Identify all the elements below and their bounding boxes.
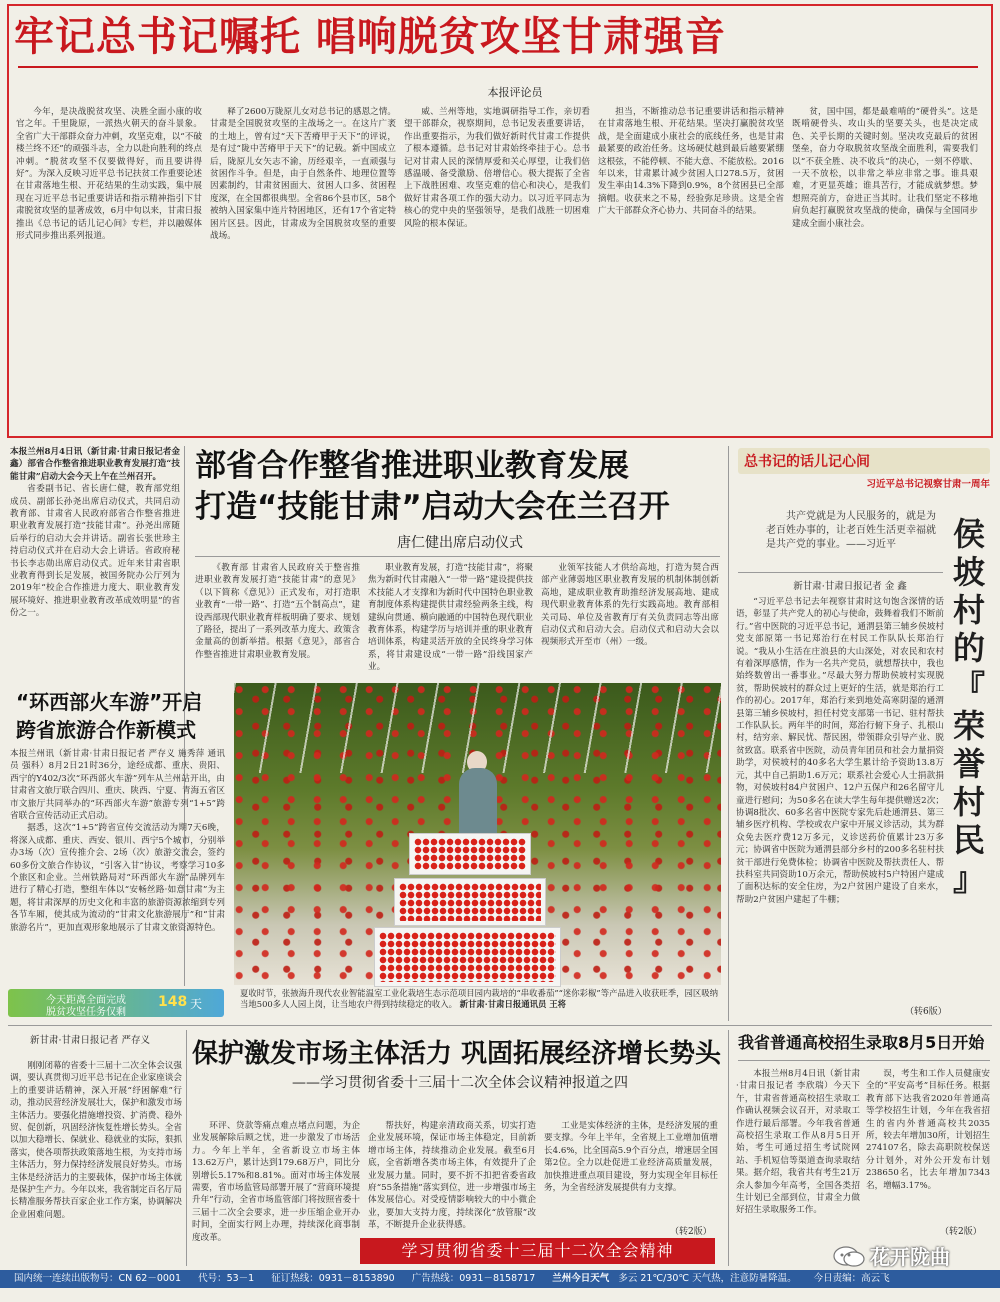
column-divider: [186, 1030, 187, 1266]
admission-continued: （转2版）: [940, 1227, 982, 1237]
village-byline: 新甘肃·甘肃日报记者 金 鑫: [793, 581, 907, 592]
editorial-column-3: [404, 106, 590, 431]
title-char: 』: [952, 860, 985, 898]
footer-ad-phone: 广告热线：0931－8158717: [411, 1273, 536, 1284]
title-char: 的: [952, 629, 985, 667]
footer-weather: 多云 21℃/30℃ 天气热，注意防暑降温。: [618, 1273, 797, 1284]
section-rule: [8, 1025, 992, 1026]
village-continued: （转6版）: [905, 1007, 947, 1017]
market-col-2: [368, 1120, 536, 1234]
admission-text: 本报兰州8月4日讯（新甘肃·甘肃日报记者 李欣瑞）今天下午，甘肃省普通高校招生录取工作确认视频会议召开，对录取工作进行最后部署。今年我省普通高校招生录取工作从8月5日开始，考生可通过招生考试院网站、手机短信等渠道查询录取结果。据介绍，我省共有考生21万余人参加今年高考，全国各类招生计划已全部到位，甘肃全力做好招生录取服务工作。: [736, 1069, 860, 1216]
countdown-banner: [8, 989, 224, 1017]
countdown-unit: 天: [190, 997, 203, 1011]
title-char: 『: [952, 668, 985, 706]
market-byline: 新甘肃·甘肃日报记者 严存义: [30, 1035, 151, 1046]
market-text: 工业是实体经济的主体，是经济发展的重要支撑。今年上半年，全省规上工业增加值增长4.6%，比全国高5.9个百分点，增速居全国第2位。全力以赴促进工业经济高质量发展，加快推进重点项目建设，努力实现全年目标任务，为全省经济发展提供有力支撑。: [544, 1121, 718, 1194]
village-article: [736, 596, 944, 1004]
headline-rule: [18, 66, 978, 68]
editorial-text: 释了2600万陇原儿女对总书记的感恩之情。甘肃是全国脱贫攻坚的主战场之一。在这片广袤的土地上，曾有过“天下苦瘠甲于天下”的评说，是有过“陇中苦瘠甲于天下”的记载。新中国成立后，陇原儿女矢志不渝，历经艰辛，一直顽强与贫困作斗争。但是，由于自然条件、地理位置等因素制约，甘肃贫困面大、贫困人口多、贫困程度深，在全国都很典型。全省86个县市区，58个被纳入国家集中连片特困地区，还有17个省定特困片区县。因此，甘肃成为全国脱贫攻坚的重要战场。: [210, 107, 396, 242]
photo-credit: 新甘肃·甘肃日报通讯员 王将: [459, 999, 566, 1010]
vocational-subhead: 唐仁健出席启动仪式: [397, 535, 523, 551]
editorial-text: 贫，国中国，都是最难啃的“硬骨头”。这是既啃硬骨头、攻山头的坚要关头，也是决定成色、关乎长期的关键时刻。坚决攻克最后的贫困堡垒，奋力夺取脱贫攻坚战全面胜利，需要我们以“不获全胜、决不收兵”的决心，一刻不停歇、一天不放松，以非常之举应非常之事。谁具艰难，才更显英雄；谁具苦行，才能成就梦想。梦想照亮前方，奋进正当其时。让我们坚定不移地肩负起打赢脱贫攻坚战的使命，确保与全国同步建成全面小康社会。: [792, 107, 978, 229]
column-tag-subtitle: 习近平总书记视察甘肃一周年: [866, 479, 990, 490]
title-char: 村: [952, 591, 985, 629]
title-char: 誉: [952, 745, 985, 783]
editorial-column-4: [598, 106, 784, 431]
section-rule: [195, 556, 720, 557]
train-byline: 本报兰州讯（新甘肃·甘肃日报记者 严存义 施秀萍 通讯员 强科）8月2日21时36分，途经成都、重庆、贵阳、西宁的Y402/3次“环西部火车游”列车从兰州站开出，由甘肃省文旅厅联合四川、重庆、陕西、宁夏、青海五省区市文旅厅共同举办的“环西部火车游”旅游专列“1+5”跨省联合宣传活动正式启动。: [10, 749, 225, 822]
footer-code: 代号：53－1: [198, 1273, 255, 1284]
train-headline-2: 跨省旅游合作新模式: [16, 718, 196, 742]
countdown-days: 148: [158, 994, 188, 1010]
title-char: 坡: [952, 553, 985, 591]
chat-bubble-icon: [832, 1244, 866, 1270]
footer-editor: 今日责编：高云飞: [813, 1273, 890, 1284]
watermark-text: 花开陇曲: [870, 1245, 950, 1269]
column-tag-title: 总书记的话儿记心间: [744, 454, 870, 470]
village-quote: 共产党就是为人民服务的，就是为老百姓办事的，让老百姓生活更幸福就是共产党的事业。——习近平: [766, 511, 936, 550]
title-char: 侯: [952, 515, 985, 553]
lead-headline: 牢记总书记嘱托 唱响脱贫攻坚甘肃强音: [14, 14, 726, 60]
editorial-text: 今年，是决战脱贫攻坚、决胜全面小康的收官之年。千里陇原，一派热火朝天的奋斗景象。全省广大干部群众奋力冲刺，攻坚克难，以“不破楼兰终不还”的顽强斗志，全力以赴向胜利的终点冲刺。“脱贫攻坚不仅要做得好，而且要讲得好”。为深入反映习近平总书记扶贫工作重要论述在甘肃落地生根、开花结果的生动实践，集中展现在习近平总书记重要讲话和指示精神指引下甘肃脱贫攻坚的显著成效，6月中旬以来，甘肃日报推出《总书记的话儿记心间》专栏，并以融媒体形式同步推出系列报道。: [16, 107, 202, 242]
vocational-dateline: 本报兰州8月4日讯（新甘肃·甘肃日报记者金鑫）部省合作整省推进职业教育发展打造“技能甘肃”启动大会今天上午在兰州召开。: [10, 447, 180, 482]
footer-weather-city: 兰州今日天气: [552, 1273, 610, 1284]
section-rule: [738, 572, 943, 573]
editorial-column-5: [792, 106, 978, 431]
photo-caption: [240, 988, 718, 1022]
title-char: 民: [952, 821, 985, 859]
photo-caption-text: 夏收时节，张掖海升现代农业智能温室工业化栽培生态示范项目园内栽培的“串收番茄”“迷你彩椒”等产品进入收获旺季，园区吸纳当地500多人人园上岗，让当地农户得到持续稳定的收入。: [240, 988, 718, 1010]
market-text: 环评、贷款等痛点难点堵点问题，为企业发展解除后顾之忧，进一步激发了市场活力。今年上半年，全省新设立市场主体13.62万户，累计达到179.68万户，同比分别增长5.17%和8.81%。面对市场主体发展需要，省市场监管局部署开展了“营商环境提升年”行动，全省市场监管部门将按照省委十三届十二次全会要求，进一步压缩企业开办时间，全面实行网上办理，持续深化商事制度改革。: [192, 1121, 360, 1243]
title-char: 荣: [952, 707, 985, 745]
market-text: 帮扶好，构建亲清政商关系，切实打造企业发展环境，保证市场主体稳定，目前新增市场主体，持续推动企业发展。截至6月底，全省新增各类市场主体，有效提升了企业发展力量。同时，要不折不扣把省委省政府“55条措施”落实到位，进一步增强市场主体发展信心。对受疫情影响较大的中小微企业，要加大支持力度，持续深化“放管服”改革，不断提升企业获得感。: [368, 1121, 536, 1231]
village-body: “习近平总书记去年视察甘肃时这句饱含深情的话语，彰显了共产党人的初心与使命，鼓舞着我们不断前行。”省中医院的习近平总书记，通渭县第三辅乡侯坡村党支部原第一书记郑治行在村民工作队队长郑治行说。“我从小生活在庄浪县的大山深处，对农民和农村有着深厚感情，作为一名共产党员，就想帮扶中，我也始终数曾出一番事业。”尽最大努力帮助侯坡村实现脱贫，帮助侯坡村的群众过上更好的生活，就是郑治行工作的初心。2017年，郑治行来到地处高寒阴湿的通渭县第三辅乡侯坡村，担任村党支部第一书记、驻村帮扶工作队队长。两年半的时间，郑治行俯下身子、扎根山村，结穷亲、解民忧、帮民困，带领群众引导产业、脱贫致富。联系省中医院，动员青年团员和社会力量捐资助学，对侯坡村的40多名大学生累计给予资助13.8万元，其中自己捐助1.6万元；联系社会爱心人士捐款捐物，对侯坡村84户贫困户、12户五保户和26名留守儿童进行慰问；为50多名在读大学生每年提供赠送2次；协调8批次、60多名省中医院专家先后赴通渭县、第三辅乡医疗机构、学校或农户家中开展义诊活动，其为群众免去医疗费12万多元，义诊送药价值累计23万多元；协调省中医院为通渭县部分乡村的200多名驻村扶贫干部进行免费体检；协调省中医院及帮扶责任人、帮扶科室共同资助10万余元，帮助侯坡村5户特困户建成了面积达标的安全住房，为2户贫困户建设了自来水，帮助2户贫困户建起了牛棚；: [736, 597, 944, 905]
vocational-col-2: [368, 562, 533, 680]
admission-text: 误，考生和工作人员健康安全的“平安高考”目标任务。根据教育部下达我省2020年普通高等学校招生计划，今年在我省招生的省内外普通高校共2035所，较去年增加30所，计划招生274107名，除去高职院校保送分计划外，对外公开发布计划238650名，比去年增加7343名，增幅3.17%。: [866, 1069, 990, 1191]
market-headline: 保护激发市场主体活力 巩固拓展经济增长势头: [192, 1039, 722, 1069]
title-char: 村: [952, 783, 985, 821]
footer-cn-number: 国内统一连续出版物号：CN 62－0001: [14, 1273, 182, 1284]
village-vertical-title: [948, 515, 990, 910]
admission-right-column: [866, 1068, 990, 1224]
countdown-line-2: 脱贫攻坚任务仅剩: [46, 1007, 126, 1018]
train-body: 据悉，这次“1+5”跨省宣传交流活动为期7天6晚，将深入成都、重庆、西安、银川、西宁5个城市，分别举办3场（次）宣传推介会、2场（次）旅游交流会，签约60多份文旅合作协议，“引客入甘”协议，考察学习10多个旅区和企业。兰州铁路局对“环西部火车游”品牌列车进行了精心打造，整组车体以“安畅丝路·如意甘肃”为主题，将甘肃深厚的历史文化和丰富的旅游资源浓缩到专列各节车厢，使其成为流动的“甘肃文化旅游展厅”和“甘肃旅游名片”，更加直观形象地展示了甘肃文旅资源特色。: [10, 823, 225, 933]
greenhouse-tomato-photo: [234, 683, 721, 985]
watermark-logo: [822, 1243, 992, 1271]
editorial-text: 威、兰州等地，实地调研指导工作，亲切看望干部群众，视察期间，总书记发表重要讲话，作出重要指示，为我们做好新时代甘肃工作提供了根本遵循。总书记对甘肃始终牵挂于心。总书记对甘肃人民的深情厚爱和关心厚望，让我们倍感温暖、备受激励、倍增信心。极大提振了全省上下战胜困难、攻坚克难的信心和决心，是我们做好甘肃各项工作的强大动力。以习近平同志为核心的党中央的坚强领导，是我们战胜一切困难风险的根本保证。: [404, 107, 590, 229]
vocational-left-column: [10, 446, 180, 646]
vocational-col-1: [195, 562, 360, 680]
editorial-text: 担当，不断推动总书记重要讲话和指示精神在甘肃落地生根、开花结果。坚决打赢脱贫攻坚战，是全面建成小康社会的底线任务，也是甘肃最紧要的政治任务。这场硬仗越到最后越要紧绷这根弦，不能停顿、不能大意、不能放松。2016年以来，甘肃累计减少贫困人口278.5万，贫困发生率由14.3%下降到0.9%，8个贫困县已全部摘帽。收获来之不易，经验弥足珍贵。这是全省广大干部群众齐心协力、共同奋斗的结果。: [598, 107, 784, 217]
vocational-left-text: 省委副书记、省长唐仁健，教育部党组成员、副部长孙尧出席启动仪式，共同启动教育部、甘肃省人民政府部省合作整省推进职业教育发展打造“技能甘肃”。孙尧出席随后举行的启动大会并讲话。副省长张世珍主持启动仪式并在启动大会上讲话。省政府秘书长李志勋出席启动仪式。近年来甘肃省职业教育得到长足发展，被国务院办公厅列为2019年“校企合作推进力度大、职业教育发展环境好、推进职业教育改革成效明显”的省份之一。: [10, 484, 180, 619]
market-col-1: [192, 1120, 360, 1243]
market-continued: （转2版）: [670, 1227, 712, 1237]
footer-subscription-phone: 征订热线：0931－8153890: [271, 1273, 395, 1284]
train-headline-1: “环西部火车游”开启: [16, 690, 203, 714]
editorial-byline: 本报评论员: [487, 86, 543, 99]
train-article: [10, 748, 225, 984]
editorial-column-2: [210, 106, 396, 431]
vocational-text: 业领军技能人才供给高地，打造为契合西部产业薄弱地区职业教育发展的机制体制创新高地，建成职业教育助推经济发展高地、建成现代职业教育体系的先行实践高地。教育部相关司局、单位及省教育厅有关负责同志等出席启动仪式和启动大会。启动仪式和启动大会以视频形式开至市（州）一级。: [541, 563, 719, 648]
vocational-text: 职业教育发展，打造“技能甘肃”，将聚焦为新时代甘肃融入“一带一路”建设提供技术技能人才支撑和为新时代中国特色职业教育制度体系构建提供甘肃经验两条主线，构建纵向贯通、横向融通的中国特色现代职业教育体系，构建学历与培训并重的职业教育培训体系，构建灵活开放的全民终身学习体系，将甘肃建设成“一带一路”沿线国家产业。: [368, 563, 533, 673]
study-banner: 学习贯彻省委十三届十二次全会精神: [360, 1238, 715, 1264]
footer-bar: [0, 1270, 1000, 1288]
section-rule: [738, 1060, 990, 1061]
column-divider: [728, 1030, 729, 1266]
market-left-text: 刚刚闭幕的省委十三届十二次全体会议强调，要认真贯彻习近平总书记在企业家座谈会上的重要讲话精神，深入开展“纾困解难”行动，推动民营经济发展壮大，保护和激发市场主体活力。要强化措施增投资、扩消费、稳外贸、促创新，巩固经济恢复性增长势头。全省以加大稳增长、保就业、稳就业的实际，狠抓落实，使各项帮扶政策落地生根，为支持市场主体活力，努力保持经济发展良好势头。市场主体是经济活力的主要载体，保护市场主体就是保护生产力。今年以来，我省制定百名厅局长精准服务帮扶百家企业工作方案，协调解决企业困难问题。: [10, 1061, 182, 1220]
admission-headline: 我省普通高校招生录取8月5日开始: [738, 1033, 985, 1052]
column-divider: [728, 446, 729, 1021]
column-tag: [738, 448, 990, 474]
countdown-line-1: 今天距离全面完成: [46, 995, 126, 1006]
vocational-headline-1: 部省合作整省推进职业教育发展: [195, 448, 629, 484]
admission-left-column: [736, 1068, 860, 1238]
vocational-col-3: [541, 562, 719, 680]
editorial-column-1: [16, 106, 202, 431]
vocational-headline-2: 打造“技能甘肃”启动大会在兰召开: [195, 489, 670, 525]
vocational-text: 《教育部 甘肃省人民政府关于整省推进职业教育发展打造“技能甘肃”的意见》（以下简称《意见》）正式发布，对打造职业教育“一带一路”、打造“五个制高点”，建设西部现代职业教育样板明确了要求、规划了路径，提出了一系列改革力度大、政策含金量高的创新举措。根据《意见》，部省合作整省推进甘肃职业教育发展。: [195, 563, 360, 660]
market-left-column: [10, 1060, 182, 1232]
market-col-3: [544, 1120, 718, 1224]
market-subhead: ——学习贯彻省委十三届十二次全体会议精神报道之四: [292, 1075, 628, 1091]
